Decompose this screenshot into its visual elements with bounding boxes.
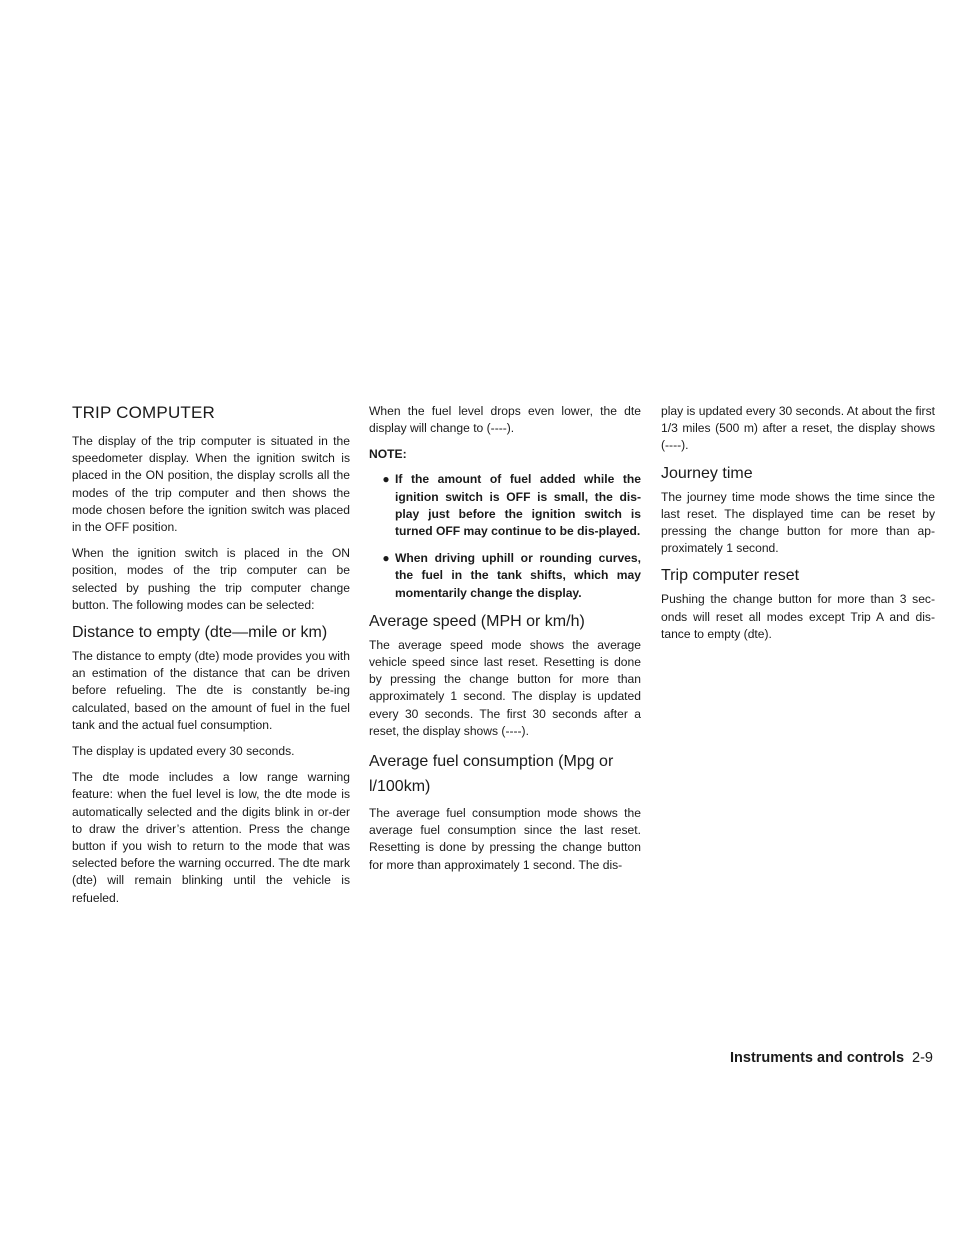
journey-time-heading: Journey time — [661, 464, 753, 482]
avg-fuel-heading-line-2: l/100km) — [369, 778, 431, 796]
avg-speed-paragraph: The average speed mode shows the average vehicle speed since last reset. Resetting is done by pressing the change button for more than approximately 1 second. The display is updated every 30 seconds. The first 30 seconds after a reset, the display shows (----). — [369, 637, 641, 738]
fuel-low-paragraph: When the fuel level drops even lower, the dte display will change to (----). — [369, 404, 641, 436]
dte-paragraph-1: The distance to empty (dte) mode provides you with an estimation of the distance that can be driven before refueling. The dte is constantly be-ing calculated, based on the amount of fuel in the fuel tank and the actual fuel consumption. — [72, 649, 350, 732]
note-bullet-text: When driving uphill or rounding curves, the fuel in the tank shifts, which may momentarily change the display. — [395, 551, 641, 600]
avg-fuel-heading-line-1: Average fuel consumption (Mpg or — [369, 753, 614, 771]
page-footer — [730, 1049, 933, 1067]
dte-heading: Distance to empty (dte—mile or km) — [72, 624, 328, 642]
note-bullet-item — [369, 471, 641, 540]
note-bullet-text: If the amount of fuel added while the ignition switch is OFF is small, the dis-play just before the ignition switch is turned OFF may continue to be dis-played. — [395, 472, 641, 539]
intro-paragraph-1: The display of the trip computer is situated in the speedometer display. When the ignition switch is placed in the ON position, the display scrolls all the modes of the trip computer and then shows the mode chosen before the ignition switch was placed in the OFF position. — [72, 434, 350, 535]
avg-fuel-paragraph: The average fuel consumption mode shows the average fuel consumption since the last reset. Resetting is done by pressing the change button for more than approximately 1 second. The dis- — [369, 806, 641, 872]
note-bullet-item — [369, 550, 641, 602]
trip-reset-paragraph: Pushing the change button for more than 3 sec-onds will reset all modes except Trip A and dis-tance to empty (dte). — [661, 592, 935, 641]
section-title: TRIP COMPUTER — [72, 403, 216, 422]
bullet-icon: ● — [382, 551, 390, 566]
journey-time-paragraph: The journey time mode shows the time since the last reset. The displayed time can be reset by pressing the change button for more than ap-proximately 1 second. — [661, 489, 935, 556]
column-2 — [369, 403, 641, 883]
trip-reset-heading: Trip computer reset — [661, 567, 800, 585]
note-label: NOTE: — [369, 447, 407, 462]
footer-section-name: Instruments and controls — [730, 1050, 905, 1066]
intro-paragraph-2: When the ignition switch is placed in the ON position, modes of the trip computer can be selected by pushing the trip computer change button. The following modes can be selected: — [72, 546, 350, 612]
avg-fuel-heading — [369, 749, 641, 799]
bullet-icon: ● — [382, 472, 390, 487]
avg-speed-heading: Average speed (MPH or km/h) — [369, 612, 585, 630]
page-number: 2-9 — [912, 1050, 933, 1066]
dte-paragraph-2: The display is updated every 30 seconds. — [72, 744, 295, 759]
column-1 — [72, 403, 350, 916]
dte-paragraph-3: The dte mode includes a low range warning feature: when the fuel level is low, the dte mode is automatically selected and the digits blink in or-der to draw the driver’s attention. Press the change button if you wish to return to the mode that was selected before the warning occurred. The dte mark (dte) will remain blinking until the vehicle is refueled. — [72, 770, 350, 905]
column-3 — [661, 403, 935, 652]
avg-fuel-continued-paragraph: play is updated every 30 seconds. At about the first 1/3 miles (500 m) after a reset, the display shows (----). — [661, 404, 935, 453]
